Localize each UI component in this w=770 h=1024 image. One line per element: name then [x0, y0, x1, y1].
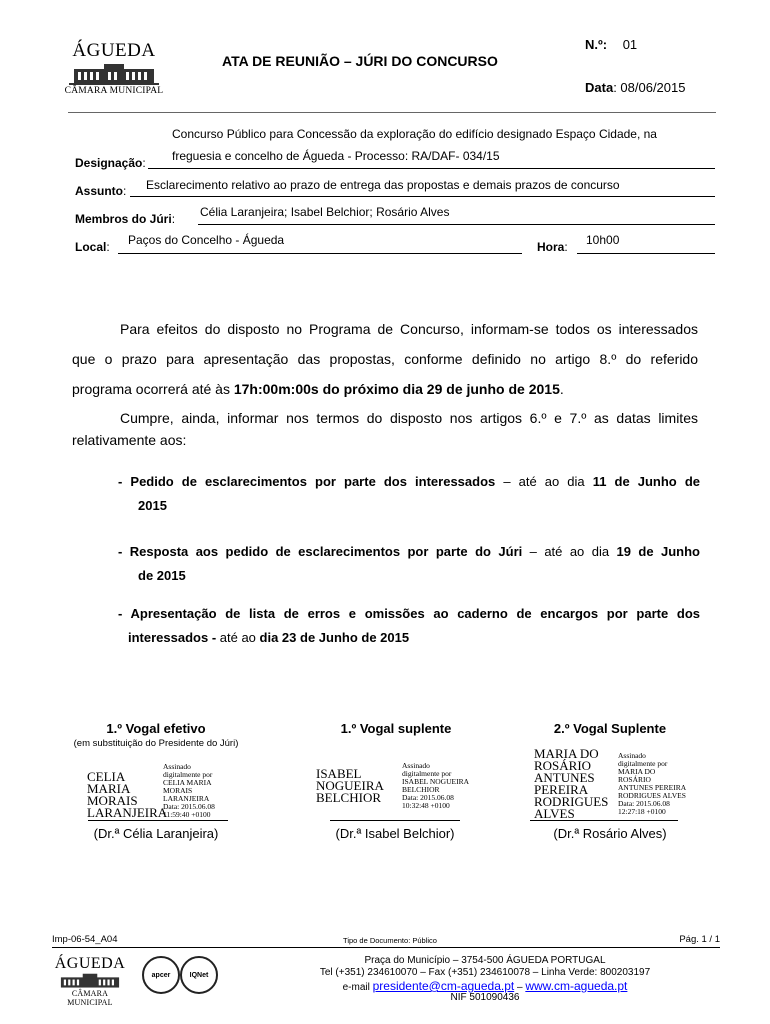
iqnet-certification-icon: IQNet [180, 956, 218, 994]
signature-1-name: CELIA MARIA MORAIS LARANJEIRA [87, 769, 168, 820]
hora-label: Hora: [537, 240, 568, 254]
footer-logo-name: ÁGUEDA [54, 955, 126, 972]
signature-1-digital-stamp: Assinado digitalmente por CELIA MARIA MORAIS LARANJEIRA Data: 2015.06.08 11:59:40 +0100 [163, 762, 215, 819]
agueda-logo [64, 40, 164, 96]
logo-subtitle: CÂMARA MUNICIPAL [64, 86, 164, 96]
signature-2-dr: (Dr.ª Isabel Belchior) [335, 826, 455, 841]
designacao-line2: freguesia e concelho de Águeda - Processo: RA/DAF- 034/15 [172, 149, 500, 163]
paragraph-2 [72, 407, 698, 451]
number-field [585, 37, 637, 52]
signature-3-digital-stamp: Assinado digitalmente por MARIA DO ROSÁRIO ANTUNES PEREIRA RODRIGUES ALVES Data: 2015.06.08 12:27:18 +0100 [618, 751, 687, 816]
date-label: Data [585, 80, 614, 95]
footer-address: Praça do Município – 3754-500 ÁGUEDA PORTUGAL [364, 955, 606, 966]
document-title: ATA DE REUNIÃO – JÚRI DO CONCURSO [222, 53, 498, 69]
signature-3-name: MARIA DO ROSÁRIO ANTUNES PEREIRA RODRIGUES ALVES [534, 746, 609, 821]
number-value: 01 [622, 37, 638, 52]
membros-label: Membros do Júri: [75, 212, 176, 226]
number-label: N.º: [585, 37, 608, 52]
footer-separator [52, 947, 720, 948]
signature-3-line [530, 820, 678, 821]
p2-line2: relativamente aos: [72, 432, 187, 448]
hora-underline [577, 253, 715, 254]
membros-value: Célia Laranjeira; Isabel Belchior; Rosário Alves [200, 205, 450, 219]
p1-line1: Para efeitos do disposto no Programa de Concurso, informam-se todos os interessados [120, 321, 698, 337]
signature-2-name: ISABEL NOGUEIRA BELCHIOR [316, 766, 384, 805]
p1-line2: que o prazo para apresentação das propostas, conforme definido no artigo 8.º do referido [72, 351, 698, 367]
footer-building-icon [50, 973, 130, 989]
bullet-1: - Pedido de esclarecimentos por parte dos interessados – até ao dia 11 de Junho de 2015 [118, 474, 700, 513]
header-separator [68, 112, 716, 113]
footer-contacts: e-mail presidente@cm-agueda.pt – www.cm-agueda.pt [342, 979, 628, 993]
footer-logo-subtitle: CÂMARA MUNICIPAL [67, 989, 113, 1007]
signature-2-digital-stamp: Assinado digitalmente por ISABEL NOGUEIRA BELCHIOR Data: 2015.06.08 10:32:48 +0100 [402, 761, 470, 810]
footer-nif: NIF 501090436 [450, 992, 520, 1003]
footer-phones: Tel (+351) 234610070 – Fax (+351) 234610078 – Linha Verde: 800203197 [319, 967, 651, 978]
p1-line3: programa ocorrerá até às 17h:00m:00s do próximo dia 29 de junho de 2015. [72, 381, 564, 397]
date-value: : 08/06/2015 [613, 80, 686, 95]
designacao-underline [148, 168, 715, 169]
signature-1-title: 1.º Vogal efetivo [106, 721, 206, 736]
form-code: Imp-06-54_A04 [52, 934, 118, 945]
signature-2-line [330, 820, 460, 821]
assunto-label: Assunto: [75, 184, 127, 198]
assunto-underline [130, 196, 715, 197]
bullet-2: - Resposta aos pedido de esclarecimentos por parte do Júri – até ao dia 19 de Junho de 2015 [118, 544, 700, 583]
assunto-value: Esclarecimento relativo ao prazo de entrega das propostas e demais prazos de concurso [146, 178, 620, 192]
signature-1-line [88, 820, 228, 821]
local-value: Paços do Concelho - Águeda [128, 233, 285, 247]
local-label: Local: [75, 240, 110, 254]
signature-2-title: 1.º Vogal suplente [340, 721, 452, 736]
hora-value: 10h00 [586, 233, 620, 247]
website-link[interactable]: www.cm-agueda.pt [525, 979, 628, 993]
membros-underline [198, 224, 715, 225]
document-type: Tipo de Documento: Público [343, 936, 437, 945]
signature-1-dr: (Dr.ª Célia Laranjeira) [93, 826, 219, 841]
signature-3-dr: (Dr.ª Rosário Alves) [553, 826, 667, 841]
designacao-line1: Concurso Público para Concessão da exploração do edifício designado Espaço Cidade, na [172, 127, 657, 141]
building-icon [64, 63, 164, 85]
local-underline [118, 253, 522, 254]
bullet-3: - Apresentação de lista de erros e omissões ao caderno de encargos por parte dos interessados - até ao dia 23 de Junho de 2015 [118, 606, 700, 645]
signature-3-title: 2.º Vogal Suplente [553, 721, 667, 736]
email-link[interactable]: presidente@cm-agueda.pt [372, 979, 515, 993]
page-number: Pág. 1 / 1 [679, 934, 720, 945]
date-field [585, 80, 685, 95]
footer-agueda-logo [50, 955, 130, 1007]
apcer-certification-icon: apcer [142, 956, 180, 994]
signature-1-subtitle: (em substituição do Presidente do Júri) [73, 738, 239, 749]
p2-line1: Cumpre, ainda, informar nos termos do disposto nos artigos 6.º e 7.º as datas limites [120, 410, 698, 426]
paragraph-1 [72, 314, 698, 404]
logo-name: ÁGUEDA [72, 40, 156, 61]
designacao-label: Designação: [75, 156, 146, 170]
